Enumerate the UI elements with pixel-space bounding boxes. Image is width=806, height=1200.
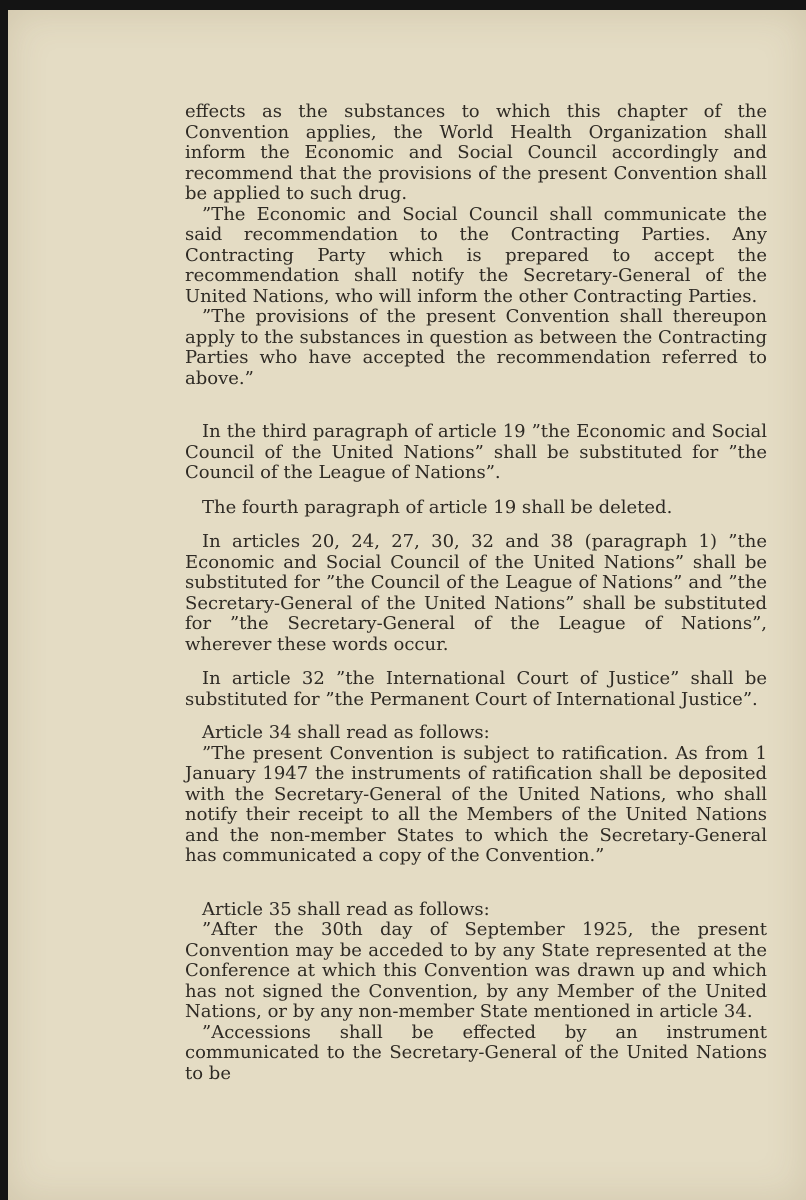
paragraph-article-35-heading: Article 35 shall read as follows: bbox=[202, 898, 490, 920]
document-body bbox=[185, 102, 767, 1084]
paragraph-article-19-third: In the third paragraph of article 19 ”the Economic and Social Council of the United Nations” shall be substituted for ”the Council of the League of Nations”. bbox=[185, 421, 767, 483]
paragraph-articles-substitution: In articles 20, 24, 27, 30, 32 and 38 (paragraph 1) ”the Economic and Social Council of the United Nations” shall be substituted for ”the Council of the League of Nations” and ”the Secretary-General of the United Nations” shall be substituted for ”the Secretary-General of the League of Nations”, wherever these words occur. bbox=[185, 531, 767, 655]
paragraph-ecosoc-communicate: ”The Economic and Social Council shall communicate the said recommendation to the Contracting Parties. Any Contracting Party which is prepared to accept the recommendation shall notify the Secretary-General of the United Nations, who will inform the other Contracting Parties. bbox=[185, 203, 767, 307]
paragraph-article-34-text: ”The present Convention is subject to ratification. As from 1 January 1947 the instruments of ratification shall be deposited with the Secretary-General of the United Nations, who shall notify their receipt to all the Members of the United Nations and the non-member States to which the Secretary-General has communicated a copy of the Convention.” bbox=[185, 742, 767, 866]
paragraph-article-35-text: ”After the 30th day of September 1925, the present Convention may be acceded to by any State represented at the Conference at which this Convention was drawn up and which has not signed the Convention, by any Member of the United Nations, or by any non-member State mentioned in article 34. bbox=[185, 919, 767, 1022]
paragraph-article-32: In article 32 ”the International Court of Justice” shall be substituted for ”the Permanent Court of International Justice”. bbox=[185, 668, 767, 710]
paragraph-article-34-heading: Article 34 shall read as follows: bbox=[202, 722, 490, 743]
paragraph-provisions-apply: ”The provisions of the present Convention shall thereupon apply to the substances in question as between the Contracting Parties who have accepted the recommendation referred to above.” bbox=[185, 306, 767, 389]
paragraph-accessions: ”Accessions shall be effected by an instrument communicated to the Secretary-General of the United Nations to be bbox=[185, 1021, 767, 1084]
paragraph-who-recommendation: effects as the substances to which this chapter of the Convention applies, the World Health Organization shall inform the Economic and Social Council accordingly and recommend that the provisions of the present Convention shall be applied to such drug. bbox=[185, 101, 767, 204]
paragraph-article-19-fourth: The fourth paragraph of article 19 shall be deleted. bbox=[202, 496, 673, 518]
